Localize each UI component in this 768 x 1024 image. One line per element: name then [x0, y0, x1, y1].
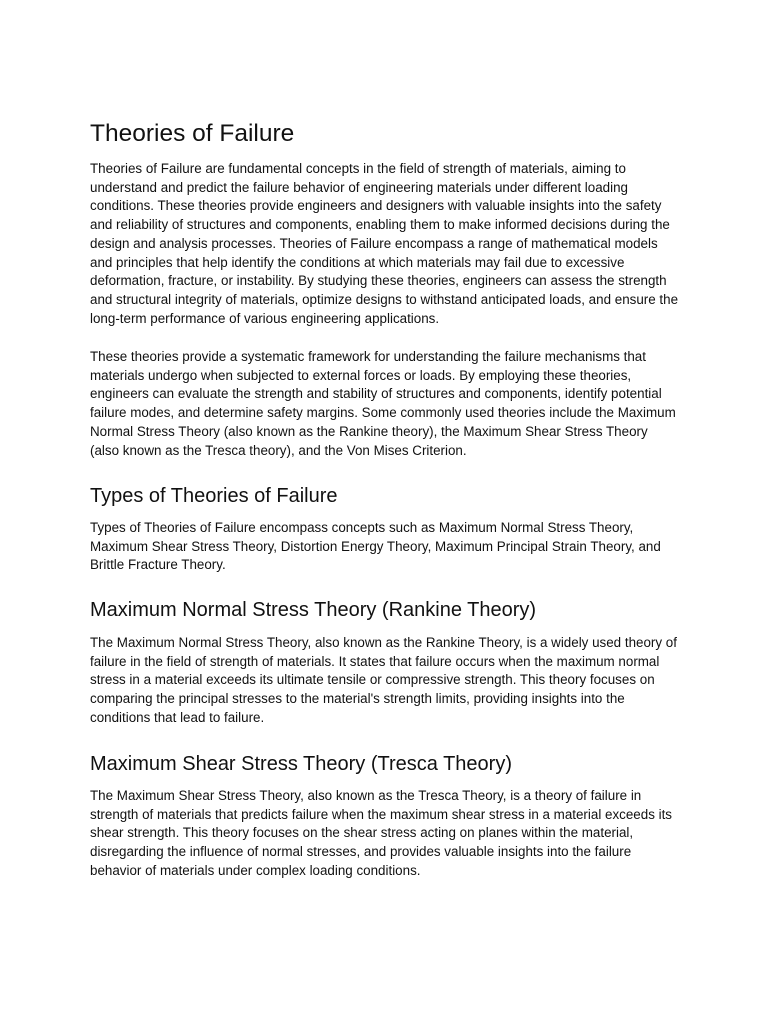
- section-heading-rankine: Maximum Normal Stress Theory (Rankine Theory): [90, 599, 537, 621]
- section-body-tresca: The Maximum Shear Stress Theory, also known as the Tresca Theory, is a theory of failure in strength of materials that predicts failure when the maximum shear stress in a material exceeds its shear strength. This theory focuses on the shear stress acting on planes within the material, disregarding the influence of normal stresses, and provides valuable insights into the failure behavior of materials under complex loading conditions.: [90, 788, 672, 878]
- intro-paragraph-2: These theories provide a systematic framework for understanding the failure mechanisms that materials undergo when subjected to external forces or loads. By employing these theories, engineers can evaluate the strength and stability of structures and components, identify potential failure modes, and determine safety margins. Some commonly used theories include the Maximum Normal Stress Theory (also known as the Rankine theory), the Maximum Shear Stress Theory (also known as the Tresca theory), and the Von Mises Criterion.: [90, 349, 676, 458]
- intro-paragraph-1: Theories of Failure are fundamental concepts in the field of strength of materials, aiming to understand and predict the failure behavior of engineering materials under different loading conditions. These theories provide engineers and designers with valuable insights into the safety and reliability of structures and components, enabling them to make informed decisions during the design and analysis processes. Theories of Failure encompass a range of mathematical models and principles that help identify the conditions at which materials may fail due to excessive deformation, fracture, or instability. By studying these theories, engineers can assess the strength and structural integrity of materials, optimize designs to withstand anticipated loads, and ensure the long-term performance of various engineering applications.: [90, 161, 679, 326]
- section-body-types: Types of Theories of Failure encompass concepts such as Maximum Normal Stress Theory, Maximum Shear Stress Theory, Distortion Energy Theory, Maximum Principal Strain Theory, and Brittle Fracture Theory.: [90, 520, 661, 573]
- section-heading-types: Types of Theories of Failure: [90, 485, 338, 507]
- section-body-rankine: The Maximum Normal Stress Theory, also known as the Rankine Theory, is a widely used theory of failure in the field of strength of materials. It states that failure occurs when the maximum normal stress in a material exceeds its ultimate tensile or compressive strength. This theory focuses on comparing the principal stresses to the material's strength limits, providing insights into the conditions that lead to failure.: [90, 635, 677, 725]
- section-heading-tresca: Maximum Shear Stress Theory (Tresca Theory): [90, 753, 512, 775]
- page-title: Theories of Failure: [90, 120, 295, 147]
